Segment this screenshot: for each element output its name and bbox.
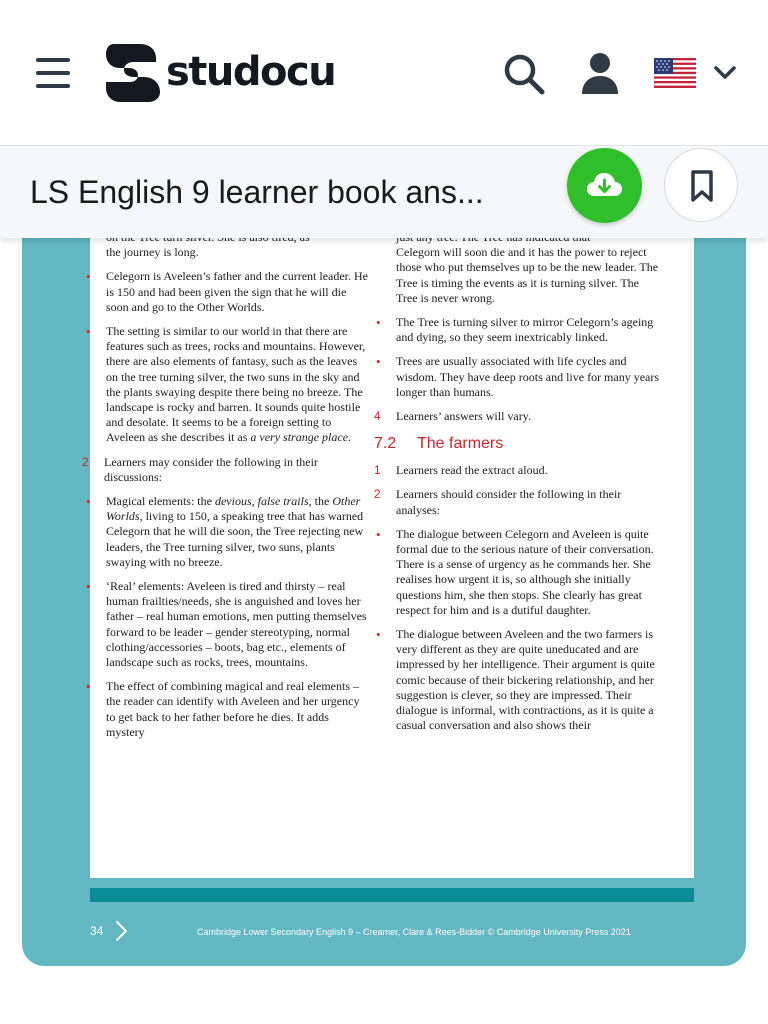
bookmark-button[interactable]: [664, 148, 738, 222]
question-text: Learners should consider the following in their analyses:: [396, 487, 622, 517]
question-text: Learners’ answers will vary.: [396, 409, 531, 424]
list-item: • The effect of combining magical and real elements – the reader can identify with Aveleen and her urgency to get back to her father before he dies. It adds mystery: [86, 679, 360, 739]
page-footer-text: Cambridge Lower Secondary English 9 – Creamer, Clare & Rees-Bidder © Cambridge University Press 2021: [197, 927, 631, 937]
text-line: the journey is long.: [106, 245, 199, 260]
section-title: The farmers: [417, 435, 504, 453]
document-title-bar: [0, 148, 768, 238]
section-number: 7.2: [374, 435, 397, 453]
us-flag-icon[interactable]: [654, 58, 696, 88]
left-text-column: [82, 230, 369, 740]
bullet-icon: •: [86, 494, 91, 510]
document-title: LS English 9 learner book ans...: [30, 174, 484, 210]
right-text-column: [374, 230, 662, 733]
list-item: • ‘Real’ elements: Aveleen is tired and thirsty – real human frailties/needs, she is anguished and loves her father – real human emotions, men putting themselves forward to be leader – gender stereotyping, normal clothing/accessories – boots, bag etc., elements of landscape such as rocks, trees, mountains.: [86, 579, 367, 670]
page-footer-band: [90, 888, 694, 902]
question-item: [82, 455, 368, 485]
user-icon[interactable]: [580, 52, 620, 96]
question-number: 2: [82, 454, 89, 469]
question-text: Learners may consider the following in their discussions:: [104, 454, 318, 484]
list-item: • Trees are usually associated with life cycles and wisdom. They have deep roots and live for many years longer than humans.: [376, 354, 660, 399]
list-item: • Celegorn is Aveleen’s father and the current leader. He is 150 and had been given the sign that he will die soon and go to the Other Worlds.: [86, 269, 369, 314]
bullet-icon: •: [86, 579, 91, 595]
page-number: 34: [90, 924, 104, 938]
list-item: • The dialogue between Aveleen and the two farmers is very different as they are quite uneducated and are impressed by her intelligence. Their argument is quite comic because of their bickering relationship, and her suggestion is clever, so they are impressed. Their dialogue is informal, with contractions, as it is quite a casual conversation and also shows their: [376, 627, 655, 733]
question-item: [374, 409, 662, 424]
question-item: [374, 463, 662, 478]
question-number: 2: [374, 487, 381, 502]
question-item: [374, 487, 662, 517]
bullet-icon: •: [86, 324, 91, 340]
question-number: 4: [374, 409, 381, 424]
search-icon[interactable]: [502, 52, 546, 96]
download-button[interactable]: [567, 148, 642, 223]
bullet-icon: •: [86, 269, 91, 285]
bullet-icon: •: [86, 679, 91, 695]
bullet-icon: •: [376, 315, 381, 331]
bullet-icon: •: [376, 354, 381, 370]
chevron-down-icon[interactable]: [712, 60, 738, 84]
list-item: • Magical elements: the devious, false trails, the Other Worlds, living to 150, a speaking tree that has warned Celegorn that he will die soon, the Tree rejecting new leaders, the Tree turning silver, two suns, plants swaying with no breeze.: [86, 494, 364, 569]
bullet-icon: •: [376, 526, 381, 542]
bookmark-icon: [689, 169, 715, 203]
document-page: [82, 238, 694, 878]
list-item: • The setting is similar to our world in that there are features such as trees, rocks and mountains. However, there are also elements of fantasy, such as the leaves on the tree turning silver, the two suns in the sky and the plants swaying despite there being no breeze. The landscape is rocky and barren. It sounds quite hostile and desolate. It seems to be a foreign setting to Aveleen as she describes it as a very strange place.: [86, 324, 366, 445]
section-heading: [374, 434, 662, 454]
menu-icon[interactable]: [36, 58, 70, 88]
text-block: Celegorn will soon die and it has the power to reject those who put themselves up to be the new leader. The Tree is timing the events as it is turning silver. The Tree is never wrong.: [396, 245, 659, 305]
cloud-download-icon: [584, 165, 625, 206]
question-text: Learners read the extract aloud.: [396, 463, 548, 478]
list-item: • The Tree is turning silver to mirror Celegorn’s ageing and dying, so they seem inextricably linked.: [376, 315, 654, 345]
brand-name: studocu: [166, 49, 336, 95]
bullet-icon: •: [376, 627, 381, 643]
studocu-logo[interactable]: [104, 42, 335, 102]
list-item: • The dialogue between Celegorn and Aveleen is quite formal due to the serious nature of their conversation. There is a sense of urgency as he commands her. She realises how urgent it is, so although she initially questions him, she then stops. She clearly has great respect for him and is a dutiful daughter.: [376, 526, 654, 617]
document-viewer[interactable]: [22, 200, 746, 966]
chevron-right-icon[interactable]: [114, 920, 128, 942]
studocu-logo-mark-icon: [104, 42, 162, 102]
question-number: 1: [374, 463, 381, 478]
top-navigation: [0, 0, 768, 146]
